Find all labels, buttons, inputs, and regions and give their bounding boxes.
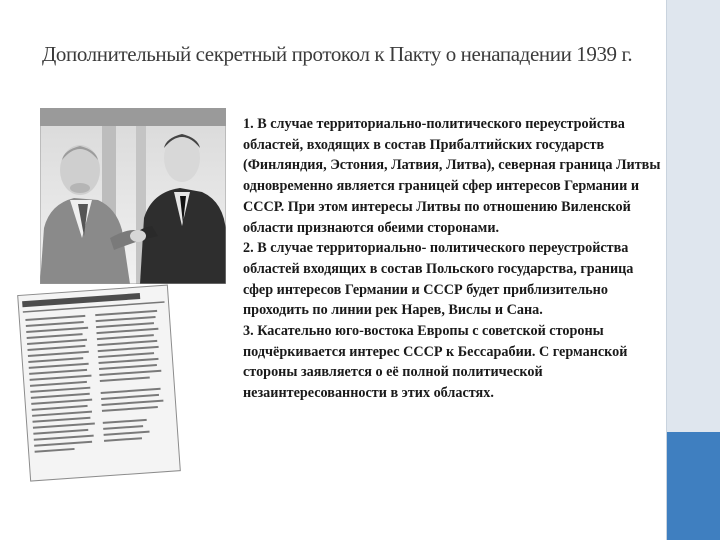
protocol-document-image (14, 280, 186, 486)
protocol-clause-1: 1. В случае территориально-политического переустройства областей, входящих в состав Прибалтийских государств (Финляндия, Эстония, Латвия, Литва), северная граница Литвы одновременно является границей сфер интересов Германии и СССР. При этом интересы Литвы по отношению Виленской области признаются обеими сторонами. (243, 116, 661, 236)
protocol-clause-3: 3. Касательно юго-востока Европы с советской стороны подчёркивается интерес СССР к Бессарабии. С германской стороны заявляется о её полной политической незаинтересованности в этих областях. (243, 323, 628, 402)
sidebar-decoration-accent (667, 432, 720, 540)
slide-title: Дополнительный секретный протокол к Пакту о ненападении 1939 г. (42, 42, 633, 66)
protocol-clause-2: 2. В случае территориально- политического переустройства областей входящих в состав Польского государства, граница сфер интересов Германии и СССР будет приблизительно проходить по линии рек Нарев, Вислы и Сана. (243, 240, 634, 319)
sidebar-decoration-top (667, 0, 720, 432)
handshake-photo (40, 108, 226, 284)
protocol-text (243, 114, 663, 404)
